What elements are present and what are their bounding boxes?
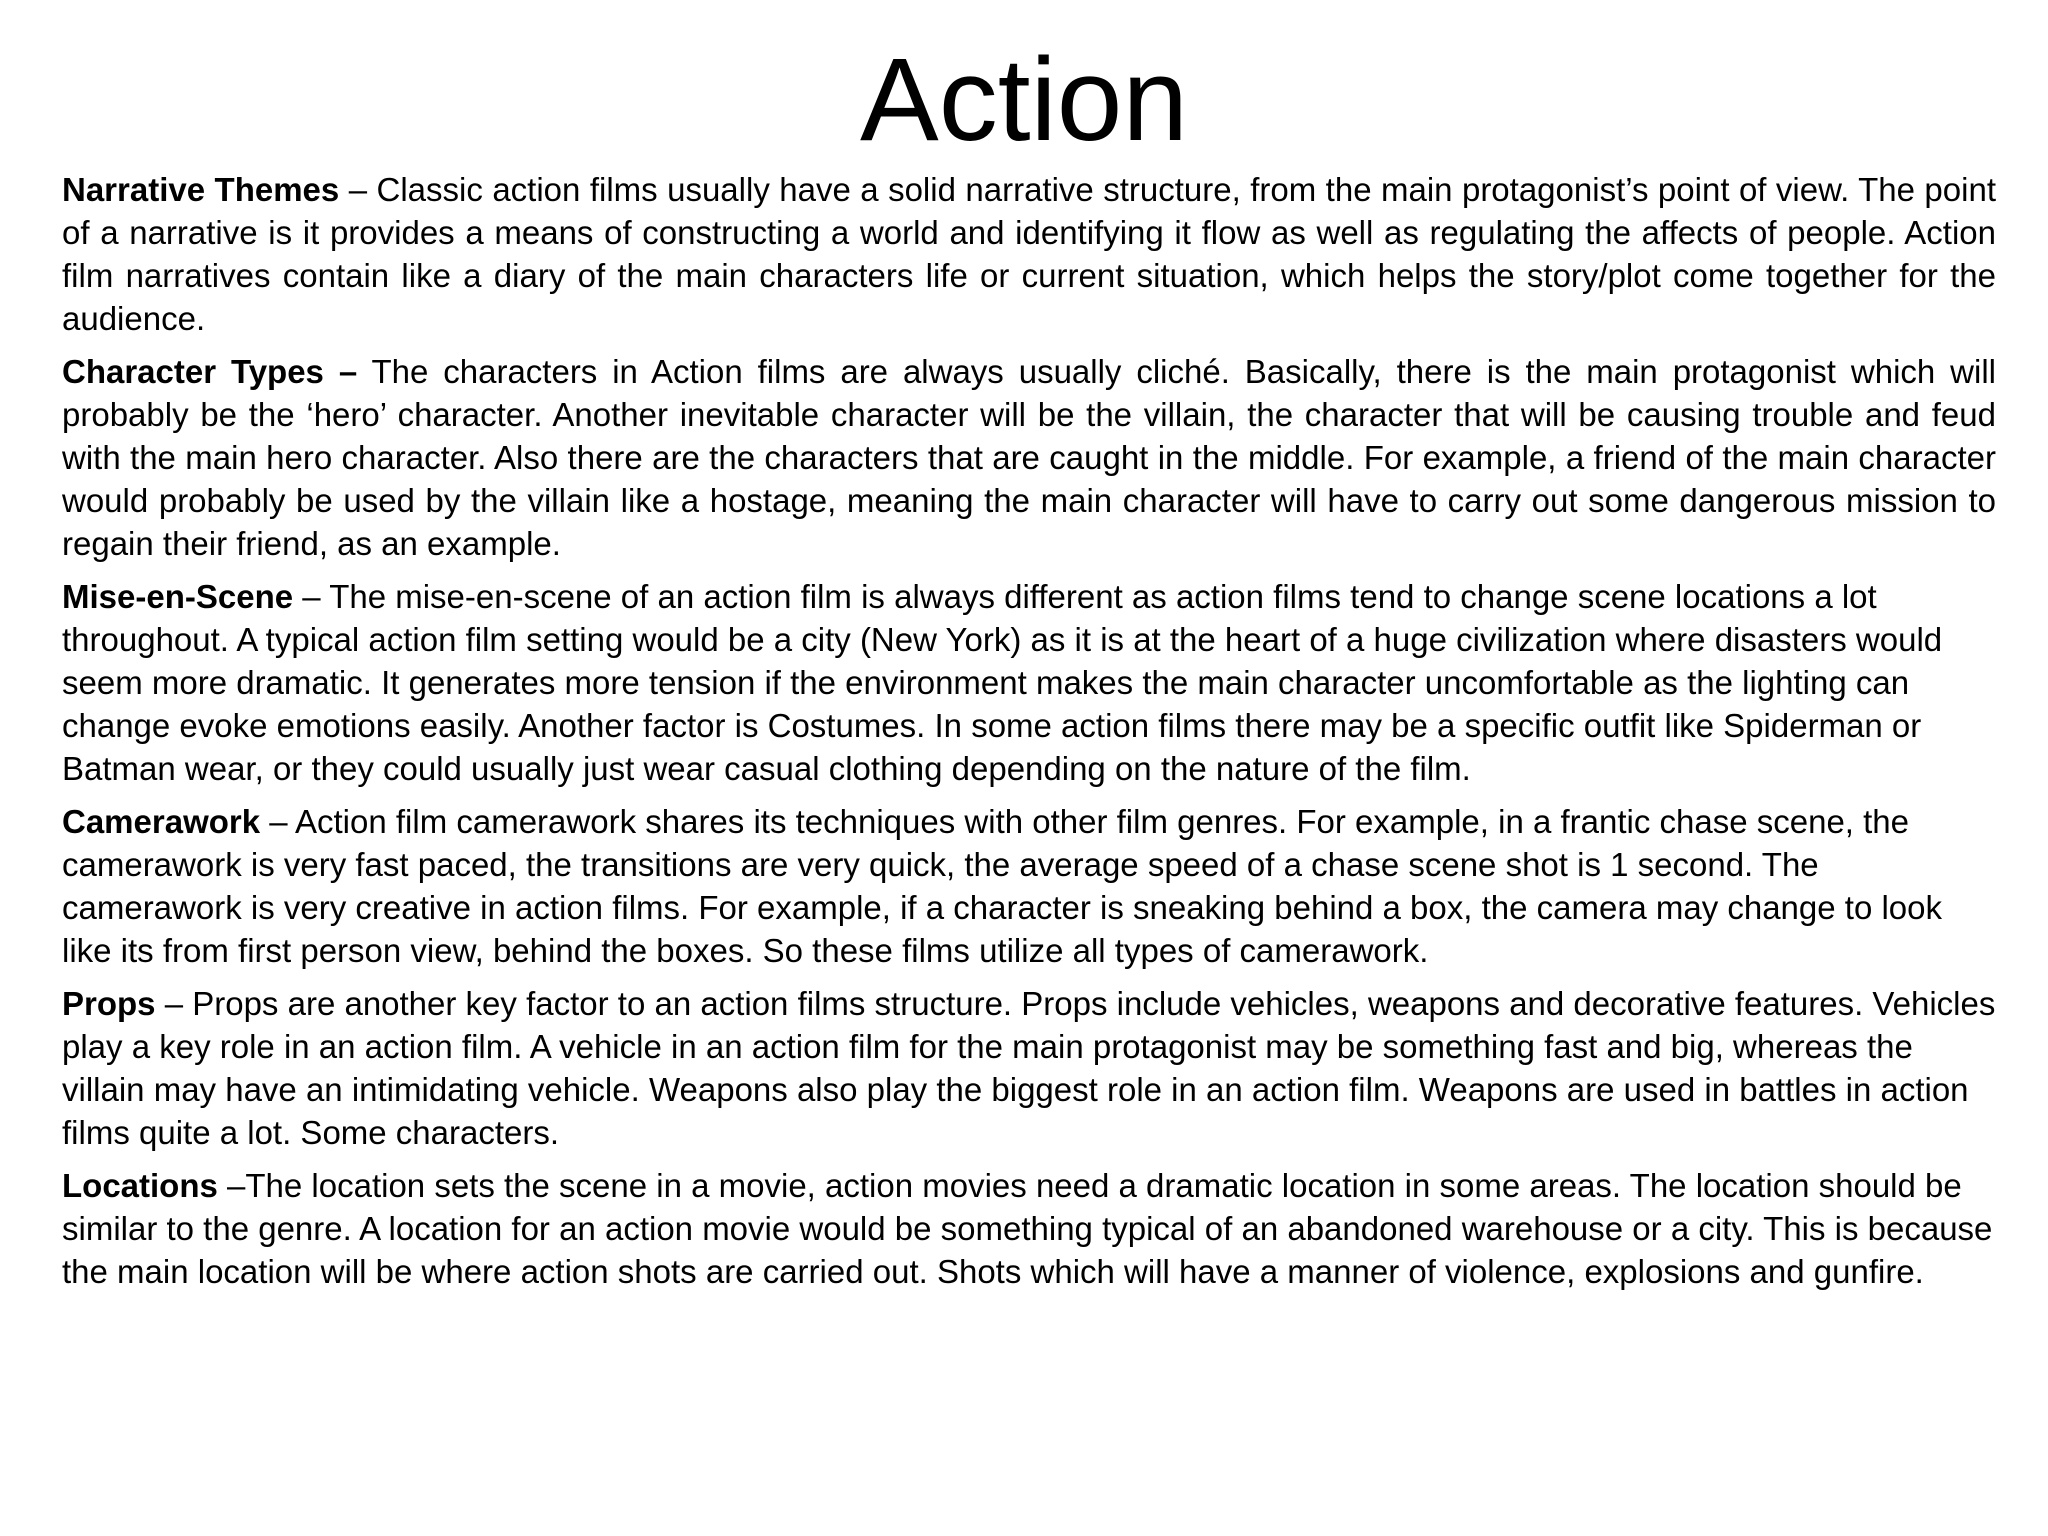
section-heading: Props: [62, 985, 156, 1022]
section-props: [62, 982, 1996, 1154]
section-heading: Mise-en-Scene: [62, 578, 294, 615]
section-text: – The mise-en-scene of an action film is always different as action films tend to change scene locations a lot throughout. A typical action film setting would be a city (New York) as it is at the heart of a huge civilization where disasters would seem more dramatic. It generates more tension if the environment makes the main character uncomfortable as the lighting can change evoke emotions easily. Another factor is Costumes. In some action films there may be a specific outfit like Spiderman or Batman wear, or they could usually just wear casual clothing depending on the nature of the film.: [62, 578, 1943, 787]
section-character-types: [62, 350, 1996, 565]
slide-title: Action: [860, 34, 1188, 166]
section-heading: Character Types –: [62, 353, 358, 390]
section-text: The characters in Action films are always usually cliché. Basically, there is the main protagonist which will probably be the ‘hero’ character. Another inevitable character will be the villain, the character that will be causing trouble and feud with the main hero character. Also there are the characters that are caught in the middle. For example, a friend of the main character would probably be used by the villain like a hostage, meaning the main character will have to carry out some dangerous mission to regain their friend, as an example.: [62, 353, 1996, 562]
slide-body: [62, 168, 1996, 1303]
section-text: – Action film camerawork shares its techniques with other film genres. For example, in a frantic chase scene, the camerawork is very fast paced, the transitions are very quick, the average speed of a chase scene shot is 1 second. The camerawork is very creative in action films. For example, if a character is sneaking behind a box, the camera may change to look like its from first person view, behind the boxes. So these films utilize all types of camerawork.: [62, 803, 1943, 969]
section-locations: [62, 1164, 1996, 1293]
section-camerawork: [62, 800, 1996, 972]
section-heading: Narrative Themes: [62, 171, 340, 208]
section-heading: Camerawork: [62, 803, 261, 840]
section-mise-en-scene: [62, 575, 1996, 790]
section-heading: Locations: [62, 1167, 218, 1204]
section-text: – Props are another key factor to an action films structure. Props include vehicles, weapons and decorative features. Vehicles play a key role in an action film. A vehicle in an action film for the main protagonist may be something fast and big, whereas the villain may have an intimidating vehicle. Weapons also play the biggest role in an action film. Weapons are used in battles in action films quite a lot. Some characters.: [62, 985, 1996, 1151]
section-narrative-themes: [62, 168, 1996, 340]
section-text: – Classic action films usually have a solid narrative structure, from the main protagonist’s point of view. The point of a narrative is it provides a means of constructing a world and identifying it flow as well as regulating the affects of people. Action film narratives contain like a diary of the main characters life or current situation, which helps the story/plot come together for the audience.: [62, 171, 1996, 337]
section-text: –The location sets the scene in a movie, action movies need a dramatic location in some areas. The location should be similar to the genre. A location for an action movie would be something typical of an abandoned warehouse or a city. This is because the main location will be where action shots are carried out. Shots which will have a manner of violence, explosions and gunfire.: [62, 1167, 1993, 1290]
